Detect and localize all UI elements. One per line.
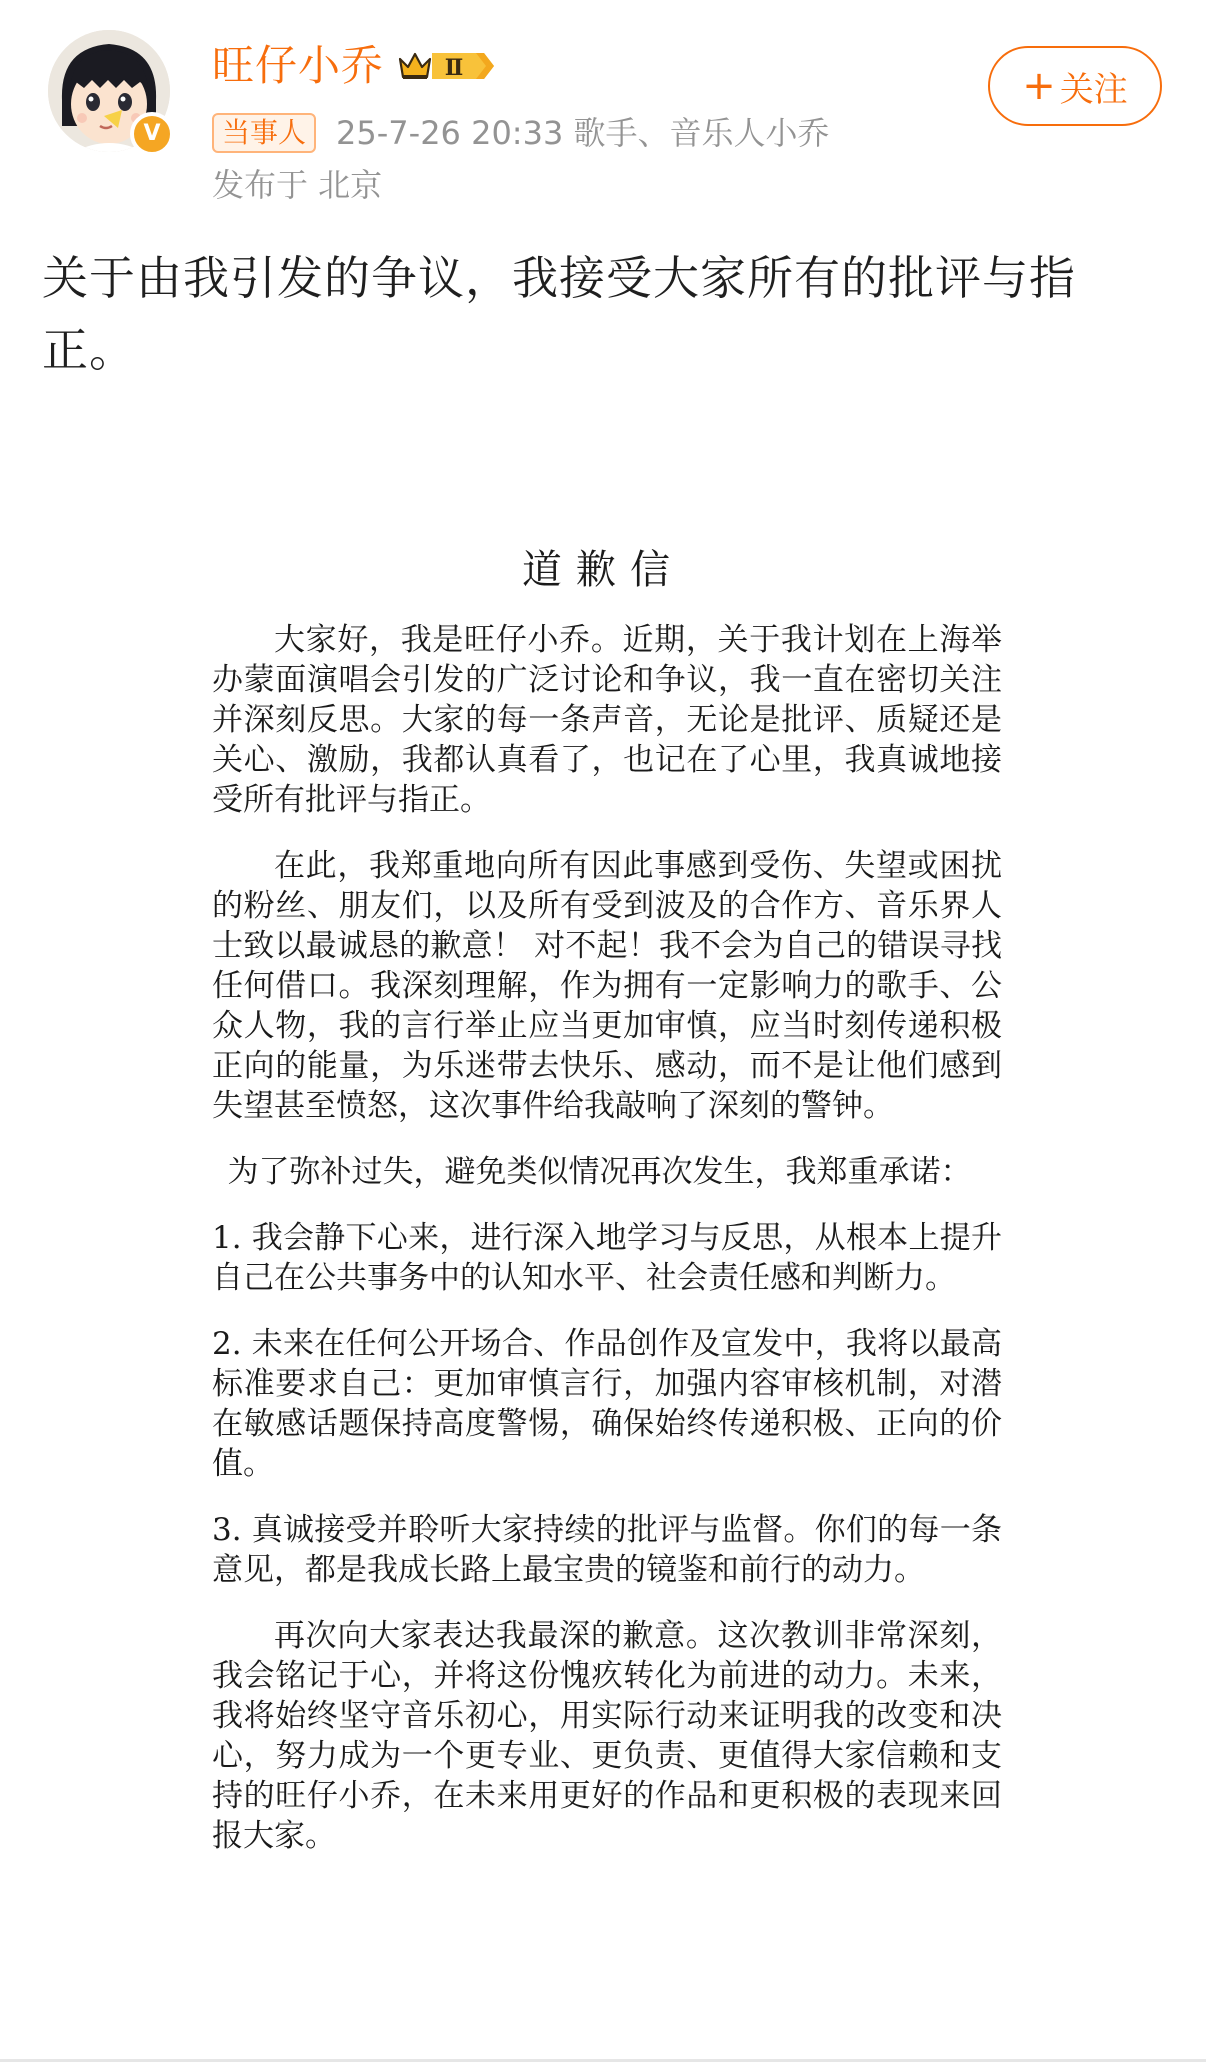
letter-list-item: 2. 未来在任何公开场合、作品创作及宣发中，我将以最高标准要求自己：更加审慎言行，加强内容审核机制，对潜在敏感话题保持高度警惕，确保始终传递积极、正向的价值。 [212,1326,1002,1482]
verified-badge-icon: V [130,112,174,156]
letter-paragraph: 为了弥补过失，避免类似情况再次发生，我郑重承诺： [227,1154,972,1190]
post-header [0,0,1206,204]
post-location: 发布于 北京 [212,166,383,204]
letter-paragraph: 在此，我郑重地向所有因此事感到受伤、失望或困扰的粉丝、朋友们，以及所有受到波及的合作方、音乐界人士致以最诚恳的歉意！ 对不起！我不会为自己的错误寻找任何借口。我深刻理解，作为拥有一定影响力的歌手、公众人物，我的言行举止应当更加审慎，应当时刻传递积极正向的能量，为乐迷带去快乐、感动，而不是让他们感到失望甚至愤怒，这次事件给我敲响了深刻的警钟。 [212,848,1002,1124]
username[interactable]: 旺仔小乔 [212,41,385,90]
letter-body [212,620,1002,1882]
post-text: 关于由我引发的争议，我接受大家所有的批评与指正。 [42,251,1076,377]
letter-list-item: 3. 真诚接受并聆听大家持续的批评与监督。你们的每一条意见，都是我成长路上最宝贵的镜鉴和前行的动力。 [212,1512,1002,1588]
vip-level-text: Ⅱ [444,55,464,81]
username-row [212,38,496,94]
follow-button-label: 关注 [1059,69,1128,110]
divider [0,2059,1206,2062]
vip-level-ribbon [432,49,496,83]
vip-badge[interactable] [398,49,496,83]
status-tag: 当事人 [212,113,316,153]
meta-row [212,110,829,156]
letter-paragraph: 再次向大家表达我最深的歉意。这次教训非常深刻，我会铭记于心，并将这份愧疚转化为前进的动力。未来，我将始终坚守音乐初心，用实际行动来证明我的改变和决心，努力成为一个更专业、更负责、更值得大家信赖和支持的旺仔小乔，在未来用更好的作品和更积极的表现来回报大家。 [212,1618,1002,1854]
letter-paragraph: 大家好，我是旺仔小乔。近期，关于我计划在上海举办蒙面演唱会引发的广泛讨论和争议，我一直在密切关注并深刻反思。大家的每一条声音，无论是批评、质疑还是关心、激励，我都认真看了，也记在了心里，我真诚地接受所有批评与指正。 [212,622,1002,818]
letter-image[interactable] [0,520,1206,2068]
follow-button[interactable] [988,46,1162,126]
crown-icon [398,51,432,81]
letter-list-item: 1. 我会静下心来，进行深入地学习与反思，从根本上提升自己在公共事务中的认知水平、社会责任感和判断力。 [212,1220,1002,1296]
plus-icon: + [1022,63,1056,109]
letter-title: 道歉信 [522,547,684,593]
avatar[interactable] [48,30,170,152]
post-meta: 25-7-26 20:33 歌手、音乐人小乔 [336,114,830,152]
